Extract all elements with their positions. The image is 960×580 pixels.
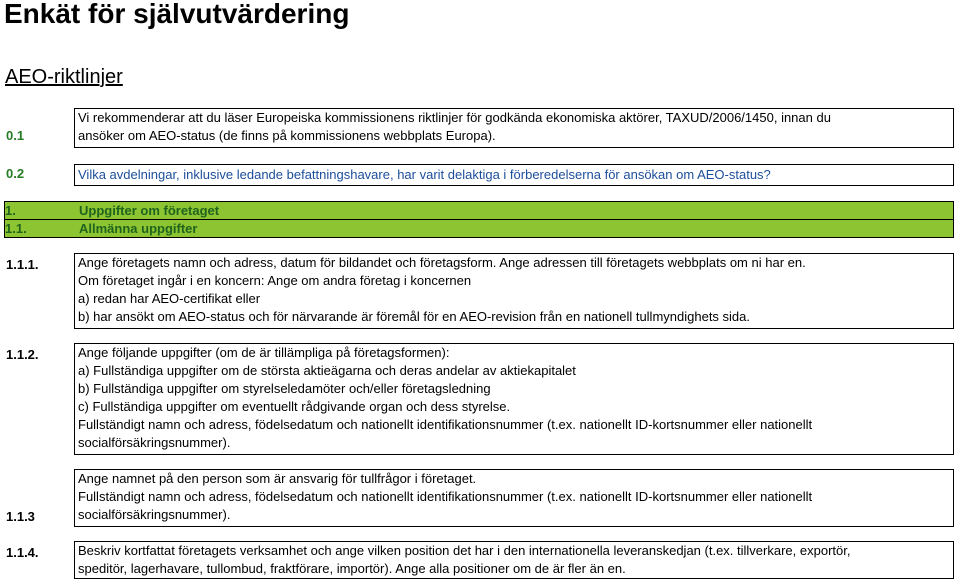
question-line: Vi rekommenderar att du läser Europeiska kommissionens riktlinjer för godkända ekonomiska aktörer, TAXUD/2006/1450, innan du — [78, 110, 831, 125]
question-line: ansöker om AEO-status (de finns på kommissionens webbplats Europa). — [78, 128, 496, 143]
question-line: Om företaget ingår i en koncern: Ange om andra företag i koncernen — [78, 273, 472, 288]
question-line: a) redan har AEO-certifikat eller — [78, 291, 261, 306]
row-number-1-1-4: 1.1.4. — [6, 545, 39, 560]
section-label-company-info: Uppgifter om företaget — [79, 203, 220, 218]
question-cell-1-1-4 — [74, 541, 954, 579]
section-band-1-1 — [4, 219, 954, 238]
question-cell-1-1-3 — [74, 469, 954, 527]
question-line: b) Fullständiga uppgifter om styrelseledamöter och/eller företagsledning — [78, 381, 491, 396]
question-line: Ange följande uppgifter (om de är tillämpliga på företagsformen): — [78, 345, 450, 360]
section-band-1 — [4, 201, 954, 220]
question-line: speditör, lagerhavare, tullombud, fraktförare, importör). Ange alla positioner om de är fler än en. — [78, 561, 626, 576]
section-number-1: 1. — [5, 203, 16, 218]
row-number-1-1-3: 1.1.3 — [6, 509, 35, 524]
question-cell-1-1-1 — [74, 253, 954, 329]
question-line: socialförsäkringsnummer). — [78, 507, 231, 522]
section-number-1-1: 1.1. — [5, 221, 27, 236]
question-line: Ange namnet på den person som är ansvarig för tullfrågor i företaget. — [78, 471, 477, 486]
section-heading-aeo-guidelines: AEO-riktlinjer — [5, 66, 123, 88]
row-number-0-1: 0.1 — [6, 128, 25, 143]
row-number-1-1-1: 1.1.1. — [6, 257, 39, 272]
row-number-0-2: 0.2 — [6, 166, 25, 181]
question-line: Vilka avdelningar, inklusive ledande befattningshavare, har varit delaktiga i förberedelserna för ansökan om AEO-status? — [78, 167, 771, 182]
question-line: Beskriv kortfattat företagets verksamhet och ange vilken position det har i den internationella leveranskedjan (t.ex. tillverkare, exportör, — [78, 543, 851, 558]
question-line: a) Fullständiga uppgifter om de största aktieägarna och deras andelar av aktiekapitalet — [78, 363, 576, 378]
question-line: b) har ansökt om AEO-status och för närvarande är föremål för en AEO-revision från en nationell tullmyndighets sida. — [78, 309, 751, 324]
question-line: socialförsäkringsnummer). — [78, 435, 231, 450]
question-line: Ange företagets namn och adress, datum för bildandet och företagsform. Ange adressen till företagets webbplats om ni har en. — [78, 255, 806, 270]
question-cell-1-1-2 — [74, 343, 954, 455]
question-line: Fullständigt namn och adress, födelsedatum och nationellt identifikationsnummer (t.ex. nationellt ID-kortsnummer eller nationellt — [78, 417, 813, 432]
row-number-1-1-2: 1.1.2. — [6, 347, 39, 362]
section-label-general-info: Allmänna uppgifter — [79, 221, 198, 236]
question-cell-0-2 — [74, 164, 954, 186]
question-cell-0-1 — [74, 108, 954, 148]
page-title: Enkät för självutvärdering — [4, 0, 350, 29]
question-line: Fullständigt namn och adress, födelsedatum och nationellt identifikationsnummer (t.ex. nationellt ID-kortsnummer eller nationellt — [78, 489, 813, 504]
question-line: c) Fullständiga uppgifter om eventuellt rådgivande organ och dess styrelse. — [78, 399, 511, 414]
